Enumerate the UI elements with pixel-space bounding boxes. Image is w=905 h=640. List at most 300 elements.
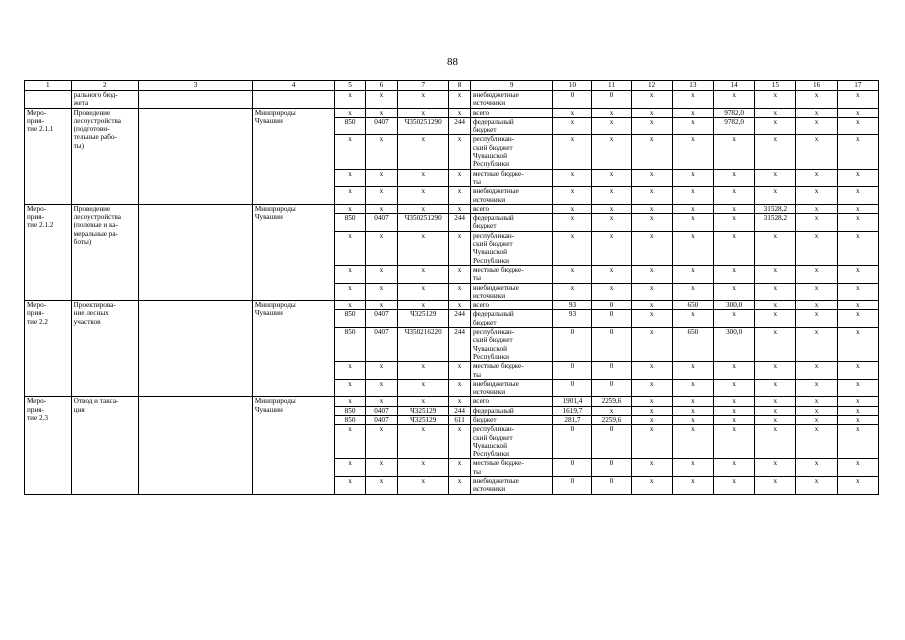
value-cell: x [672,459,713,477]
value-cell: 0407 [365,117,398,135]
value-cell: x [796,406,837,415]
value-cell: x [449,204,471,213]
value-cell: 0 [592,310,631,328]
value-cell: x [714,214,755,232]
value-cell: x [553,135,592,169]
source-cell: внебюджетные источники [470,283,552,301]
value-cell: x [449,187,471,205]
value-cell: x [365,301,398,310]
source-cell: республикан- ский бюджет Чувашской Республики [470,328,552,362]
value-cell: x [449,91,471,109]
value-cell: 0 [553,91,592,109]
value-cell: x [714,310,755,328]
value-cell: x [837,397,878,406]
value-cell: x [398,301,449,310]
source-cell: внебюджетные источники [470,477,552,495]
value-cell: x [553,265,592,283]
value-cell: x [553,187,592,205]
value-cell: x [755,301,796,310]
source-cell: федеральный бюджет [470,310,552,328]
value-cell: x [837,459,878,477]
value-cell: x [755,135,796,169]
value-cell: x [755,108,796,117]
executor-cell: Минприроды Чувашии [252,108,334,204]
value-cell: x [672,91,713,109]
value-cell: x [365,283,398,301]
value-cell: x [837,406,878,415]
event-number-cell: Меро- прия- тие 2.3 [25,397,72,494]
value-cell: x [335,187,365,205]
value-cell: 0407 [365,328,398,362]
value-cell: x [714,265,755,283]
value-cell: x [796,187,837,205]
table-row [25,108,879,117]
value-cell: x [398,477,449,495]
value-cell: x [365,265,398,283]
value-cell: x [449,362,471,380]
value-cell: x [553,117,592,135]
value-cell: x [837,310,878,328]
value-cell: x [796,425,837,459]
value-cell: Ч350216220 [398,328,449,362]
value-cell: x [837,265,878,283]
value-cell: x [335,169,365,187]
value-cell: x [449,477,471,495]
value-cell: x [837,214,878,232]
value-cell: x [398,283,449,301]
value-cell: x [796,379,837,397]
value-cell: x [592,187,631,205]
value-cell: x [631,169,672,187]
page-number: 88 [447,56,458,68]
value-cell: x [398,362,449,380]
value-cell: x [631,459,672,477]
value-cell: x [796,265,837,283]
value-cell: x [592,231,631,265]
value-cell: x [672,169,713,187]
executor-cell [252,91,334,109]
value-cell: x [837,169,878,187]
value-cell: x [837,187,878,205]
value-cell: 31528,2 [755,214,796,232]
value-cell: x [553,214,592,232]
value-cell: x [553,283,592,301]
value-cell: x [796,108,837,117]
value-cell: 0407 [365,415,398,424]
value-cell: x [592,169,631,187]
column-header: 13 [672,81,713,91]
source-cell: внебюджетные источники [470,91,552,109]
value-cell: x [365,231,398,265]
column-header: 17 [837,81,878,91]
value-cell: 850 [335,117,365,135]
event-name-cell: Проведение лесоустройства (полевые и ка- меральные ра- боты) [71,204,138,300]
value-cell: x [365,204,398,213]
value-cell: x [398,187,449,205]
value-cell: x [714,231,755,265]
column-header: 7 [398,81,449,91]
source-cell: федеральный бюджет [470,214,552,232]
value-cell: x [755,379,796,397]
value-cell: 0 [592,301,631,310]
value-cell: 0 [553,328,592,362]
value-cell: x [755,362,796,380]
value-cell: x [714,406,755,415]
event-name-cell: Проведение лесоустройства (подготови- тельные рабо- ты) [71,108,138,204]
value-cell: x [714,477,755,495]
column-header: 9 [470,81,552,91]
value-cell: x [755,459,796,477]
value-cell: x [398,265,449,283]
value-cell: x [796,117,837,135]
event-number-cell: Меро- прия- тие 2.1.1 [25,108,72,204]
value-cell: x [837,135,878,169]
value-cell: x [755,91,796,109]
value-cell: Ч350251290 [398,214,449,232]
value-cell: x [335,135,365,169]
value-cell: x [796,214,837,232]
empty-cell [138,204,252,300]
value-cell: x [631,214,672,232]
value-cell: 244 [449,117,471,135]
value-cell: x [796,362,837,380]
value-cell: 850 [335,214,365,232]
empty-cell [138,91,252,109]
source-cell: внебюджетные источники [470,379,552,397]
event-name-cell: Отвод и такса- ция [71,397,138,494]
value-cell: 0 [553,425,592,459]
source-cell: федеральный бюджет [470,117,552,135]
value-cell: Ч350251290 [398,117,449,135]
value-cell: x [335,362,365,380]
value-cell: x [592,214,631,232]
value-cell: x [837,204,878,213]
value-cell: x [592,135,631,169]
value-cell: 9782,0 [714,108,755,117]
value-cell: 1901,4 [553,397,592,406]
executor-cell: Минприроды Чувашии [252,397,334,494]
column-header: 3 [138,81,252,91]
table-header-row [25,81,879,91]
value-cell: x [398,379,449,397]
value-cell: x [672,415,713,424]
value-cell: x [398,169,449,187]
value-cell: 0 [592,91,631,109]
value-cell: x [714,379,755,397]
value-cell: x [755,310,796,328]
column-header: 14 [714,81,755,91]
value-cell: x [449,301,471,310]
value-cell: x [365,91,398,109]
value-cell: x [672,406,713,415]
source-cell: республикан- ский бюджет Чувашской Республики [470,135,552,169]
event-name-cell: рального бюд- жета [71,91,138,109]
column-header: 4 [252,81,334,91]
source-cell: местные бюдже- ты [470,169,552,187]
value-cell: x [335,379,365,397]
source-cell: местные бюдже- ты [470,265,552,283]
value-cell: 9782,0 [714,117,755,135]
value-cell: x [449,379,471,397]
value-cell: x [755,231,796,265]
value-cell: 2259,6 [592,415,631,424]
empty-cell [138,301,252,397]
value-cell: x [714,135,755,169]
value-cell: x [714,187,755,205]
value-cell: 300,0 [714,301,755,310]
value-cell: x [714,204,755,213]
column-header: 2 [71,81,138,91]
value-cell: x [796,91,837,109]
column-header: 12 [631,81,672,91]
value-cell: x [755,187,796,205]
value-cell: x [365,379,398,397]
value-cell: x [714,425,755,459]
source-cell: республикан- ский бюджет Чувашской Республики [470,231,552,265]
value-cell: 93 [553,301,592,310]
value-cell: x [672,397,713,406]
value-cell: x [672,117,713,135]
value-cell: x [553,108,592,117]
value-cell: x [365,108,398,117]
value-cell: x [631,310,672,328]
value-cell: x [796,397,837,406]
value-cell: x [755,169,796,187]
value-cell: x [672,379,713,397]
value-cell: x [672,477,713,495]
value-cell: x [592,283,631,301]
value-cell: 0 [592,459,631,477]
executor-cell: Минприроды Чувашии [252,204,334,300]
value-cell: x [796,310,837,328]
table-row [25,204,879,213]
column-header: 1 [25,81,72,91]
value-cell: 850 [335,406,365,415]
value-cell: x [631,301,672,310]
value-cell: x [631,117,672,135]
value-cell: x [365,169,398,187]
executor-cell: Минприроды Чувашии [252,301,334,397]
value-cell: x [449,108,471,117]
value-cell: 0 [592,328,631,362]
value-cell: x [796,477,837,495]
value-cell: x [365,362,398,380]
value-cell: x [592,204,631,213]
value-cell: x [335,477,365,495]
value-cell: x [365,477,398,495]
value-cell: x [755,397,796,406]
value-cell: 850 [335,310,365,328]
value-cell: x [335,283,365,301]
value-cell: 0407 [365,310,398,328]
event-number-cell: Меро- прия- тие 2.1.2 [25,204,72,300]
value-cell: x [398,204,449,213]
value-cell: Ч325129 [398,310,449,328]
value-cell: x [335,108,365,117]
value-cell: 93 [553,310,592,328]
value-cell: x [672,135,713,169]
value-cell: 244 [449,310,471,328]
empty-cell [138,397,252,494]
value-cell: x [335,265,365,283]
value-cell: x [631,397,672,406]
value-cell: x [755,328,796,362]
value-cell: x [796,135,837,169]
value-cell: x [672,310,713,328]
value-cell: x [449,135,471,169]
value-cell: x [837,108,878,117]
value-cell: x [553,231,592,265]
value-cell: x [837,477,878,495]
value-cell: x [449,425,471,459]
value-cell: 31528,2 [755,204,796,213]
value-cell: 244 [449,406,471,415]
value-cell: x [398,135,449,169]
value-cell: x [796,459,837,477]
value-cell: x [365,459,398,477]
value-cell: x [449,397,471,406]
source-cell: всего [470,301,552,310]
value-cell: x [837,425,878,459]
value-cell: x [672,231,713,265]
source-cell: внебюджетные источники [470,187,552,205]
value-cell: 244 [449,328,471,362]
column-header: 15 [755,81,796,91]
value-cell: x [398,459,449,477]
source-cell: всего [470,108,552,117]
value-cell: x [796,204,837,213]
value-cell: x [714,397,755,406]
event-number-cell: Меро- прия- тие 2.2 [25,301,72,397]
value-cell: x [837,415,878,424]
column-header: 5 [335,81,365,91]
value-cell: x [837,301,878,310]
value-cell: x [398,91,449,109]
value-cell: 0407 [365,406,398,415]
value-cell: x [755,283,796,301]
value-cell: x [837,379,878,397]
value-cell: x [631,328,672,362]
value-cell: 0 [592,425,631,459]
value-cell: 850 [335,415,365,424]
value-cell: x [398,425,449,459]
value-cell: x [796,415,837,424]
value-cell: x [631,283,672,301]
value-cell: x [631,91,672,109]
value-cell: x [592,117,631,135]
table-row [25,397,879,406]
value-cell: Ч325129 [398,415,449,424]
source-cell: федеральный [470,406,552,415]
source-cell: республикан- ский бюджет Чувашской Республики [470,425,552,459]
value-cell: 850 [335,328,365,362]
value-cell: x [714,169,755,187]
value-cell: 0 [592,477,631,495]
value-cell: x [672,362,713,380]
source-cell: местные бюдже- ты [470,362,552,380]
column-header: 10 [553,81,592,91]
value-cell: 0 [592,379,631,397]
event-name-cell: Проектирова- ние лесных участков [71,301,138,397]
value-cell: x [755,425,796,459]
value-cell: x [398,231,449,265]
value-cell: 650 [672,301,713,310]
value-cell: x [631,265,672,283]
value-cell: x [592,108,631,117]
value-cell: x [449,283,471,301]
value-cell: x [631,477,672,495]
value-cell: 0 [553,379,592,397]
value-cell: x [796,301,837,310]
value-cell: x [837,283,878,301]
source-cell: всего [470,204,552,213]
value-cell: x [714,91,755,109]
value-cell: x [365,135,398,169]
value-cell: x [837,362,878,380]
value-cell: x [755,265,796,283]
value-cell: x [449,459,471,477]
value-cell: x [672,204,713,213]
value-cell: x [755,406,796,415]
value-cell: x [449,265,471,283]
value-cell: x [631,415,672,424]
table-row [25,91,879,109]
value-cell: x [365,187,398,205]
value-cell: x [631,204,672,213]
value-cell: 611 [449,415,471,424]
value-cell: x [631,425,672,459]
value-cell: x [631,362,672,380]
value-cell: x [714,415,755,424]
value-cell: x [631,406,672,415]
value-cell: x [398,108,449,117]
value-cell: x [672,283,713,301]
value-cell: x [714,459,755,477]
source-cell: бюджет [470,415,552,424]
value-cell: x [672,187,713,205]
value-cell: x [796,169,837,187]
value-cell: 281,7 [553,415,592,424]
value-cell: x [631,231,672,265]
value-cell: 300,0 [714,328,755,362]
value-cell: x [631,187,672,205]
value-cell: x [714,283,755,301]
value-cell: 0 [553,362,592,380]
value-cell: x [837,117,878,135]
value-cell: x [755,477,796,495]
value-cell: x [672,425,713,459]
value-cell: 1619,7 [553,406,592,415]
value-cell: x [335,301,365,310]
table-row [25,301,879,310]
source-cell: местные бюдже- ты [470,459,552,477]
value-cell: x [672,265,713,283]
value-cell: x [398,397,449,406]
column-header: 8 [449,81,471,91]
event-cell [25,91,72,109]
value-cell: x [553,169,592,187]
value-cell: x [631,135,672,169]
value-cell: x [672,108,713,117]
column-header: 16 [796,81,837,91]
value-cell: x [796,231,837,265]
value-cell: x [335,231,365,265]
value-cell: x [335,397,365,406]
value-cell: x [592,406,631,415]
column-header: 6 [365,81,398,91]
value-cell: x [837,231,878,265]
value-cell: x [796,283,837,301]
